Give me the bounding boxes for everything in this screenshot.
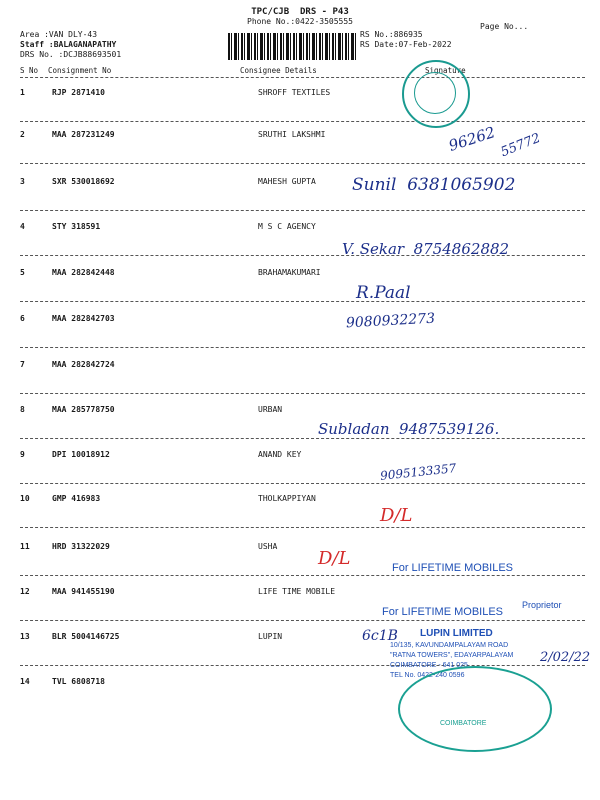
- row-number: 2: [20, 130, 25, 139]
- column-consignment: Consignment No: [48, 66, 112, 75]
- rs-date: RS Date:07-Feb-2022: [360, 40, 452, 49]
- row-number: 13: [20, 632, 30, 641]
- row-number: 5: [20, 268, 25, 277]
- column-consignee: Consignee Details: [240, 66, 317, 75]
- row-number: 3: [20, 177, 25, 186]
- barcode: [228, 33, 358, 60]
- row-divider: [20, 163, 585, 164]
- lupin-stamp-address: 10/135, KAVUNDAMPALAYAM ROAD: [390, 642, 509, 649]
- area-label: Area :VAN DLY-43: [20, 30, 98, 39]
- page-number: Page No...: [480, 22, 529, 31]
- handwritten-signature: Sunil 6381065902: [352, 175, 516, 195]
- row-number: 10: [20, 494, 30, 503]
- consignment-number: MAA 282842724: [52, 360, 115, 369]
- consignment-number: HRD 31322029: [52, 542, 110, 551]
- proprietor-stamp: Proprietor: [522, 600, 562, 610]
- row-number: 9: [20, 450, 25, 459]
- row-divider: [20, 665, 585, 666]
- consignment-number: MAA 287231249: [52, 130, 115, 139]
- handwritten-number: 96262: [446, 123, 498, 155]
- consignee-name: URBAN: [258, 405, 283, 414]
- row-number: 6: [20, 314, 25, 323]
- column-signature: Signature: [425, 66, 466, 75]
- handwritten-code: 6c1B: [362, 628, 398, 644]
- consignee-name: ANAND KEY: [258, 450, 302, 459]
- row-number: 7: [20, 360, 25, 369]
- handwritten-signature: Subladan 9487539126.: [318, 420, 500, 438]
- row-divider: [20, 483, 585, 484]
- handwritten-number: 9080932273: [345, 310, 436, 332]
- handwritten-dl-mark: D/L: [318, 548, 351, 569]
- row-divider: [20, 620, 585, 621]
- handwritten-date: 2/02/22: [540, 650, 591, 665]
- consignment-number: SXR 530018692: [52, 177, 115, 186]
- row-divider: [20, 121, 585, 122]
- consignee-name: THOLKAPPIYAN: [258, 494, 316, 503]
- consignment-number: TVL 6808718: [52, 677, 105, 686]
- consignment-number: STY 318591: [52, 222, 101, 231]
- consignee-name: MAHESH GUPTA: [258, 177, 316, 186]
- consignment-number: RJP 2871410: [52, 88, 105, 97]
- row-number: 8: [20, 405, 25, 414]
- consignee-name: LUPIN: [258, 632, 283, 641]
- column-sno: S No: [20, 66, 39, 75]
- row-divider: [20, 210, 585, 211]
- handwritten-signature: R.Paal: [356, 283, 411, 303]
- row-divider: [20, 393, 585, 394]
- lifetime-mobiles-stamp: For LIFETIME MOBILES: [382, 606, 504, 618]
- lupin-stamp-phone: TEL No. 0422-240 0596: [390, 672, 465, 679]
- company-seal-text: COIMBATORE: [440, 720, 487, 727]
- row-number: 4: [20, 222, 25, 231]
- row-divider: [20, 575, 585, 576]
- staff-label: Staff :BALAGANAPATHY: [20, 40, 117, 49]
- consignee-name: SRUTHI LAKSHMI: [258, 130, 326, 139]
- row-number: 12: [20, 587, 30, 596]
- lifetime-mobiles-stamp: For LIFETIME MOBILES: [392, 562, 514, 574]
- consignment-number: GMP 416983: [52, 494, 101, 503]
- consignee-name: USHA: [258, 542, 278, 551]
- document-title: TPC/CJB DRS - P43: [251, 7, 349, 17]
- row-number: 11: [20, 542, 30, 551]
- consignee-name: BRAHAMAKUMARI: [258, 268, 321, 277]
- consignee-name: M S C AGENCY: [258, 222, 316, 231]
- header-rule: [20, 77, 585, 78]
- handwritten-signature: V. Sekar 8754862882: [342, 240, 510, 258]
- phone-number: Phone No.:0422-3505555: [247, 17, 353, 26]
- rs-number: RS No.:886935: [360, 30, 423, 39]
- handwritten-number: 9095133357: [379, 461, 457, 483]
- lupin-stamp-name: LUPIN LIMITED: [420, 628, 493, 639]
- consignment-number: MAA 285778750: [52, 405, 115, 414]
- row-divider: [20, 527, 585, 528]
- consignee-name: LIFE TIME MOBILE: [258, 587, 336, 596]
- handwritten-number: 55772: [498, 130, 543, 161]
- row-divider: [20, 438, 585, 439]
- row-number: 1: [20, 88, 25, 97]
- consignee-name: SHROFF TEXTILES: [258, 88, 331, 97]
- consignment-number: MAA 282842448: [52, 268, 115, 277]
- consignment-number: MAA 282842703: [52, 314, 115, 323]
- row-divider: [20, 347, 585, 348]
- lupin-stamp-address: "RATNA TOWERS", EDAYARPALAYAM: [390, 652, 514, 659]
- row-number: 14: [20, 677, 30, 686]
- row-divider: [20, 301, 585, 302]
- consignment-number: DPI 10018912: [52, 450, 110, 459]
- handwritten-dl-mark: D/L: [380, 505, 413, 526]
- company-seal: [398, 666, 552, 752]
- consignment-number: MAA 941455190: [52, 587, 115, 596]
- lupin-stamp-address: COIMBATORE - 641 025: [390, 662, 468, 669]
- drs-number: DRS No. :DCJB88693501: [20, 50, 122, 59]
- exporter-seal-inner: [414, 72, 456, 114]
- consignment-number: BLR 5004146725: [52, 632, 120, 641]
